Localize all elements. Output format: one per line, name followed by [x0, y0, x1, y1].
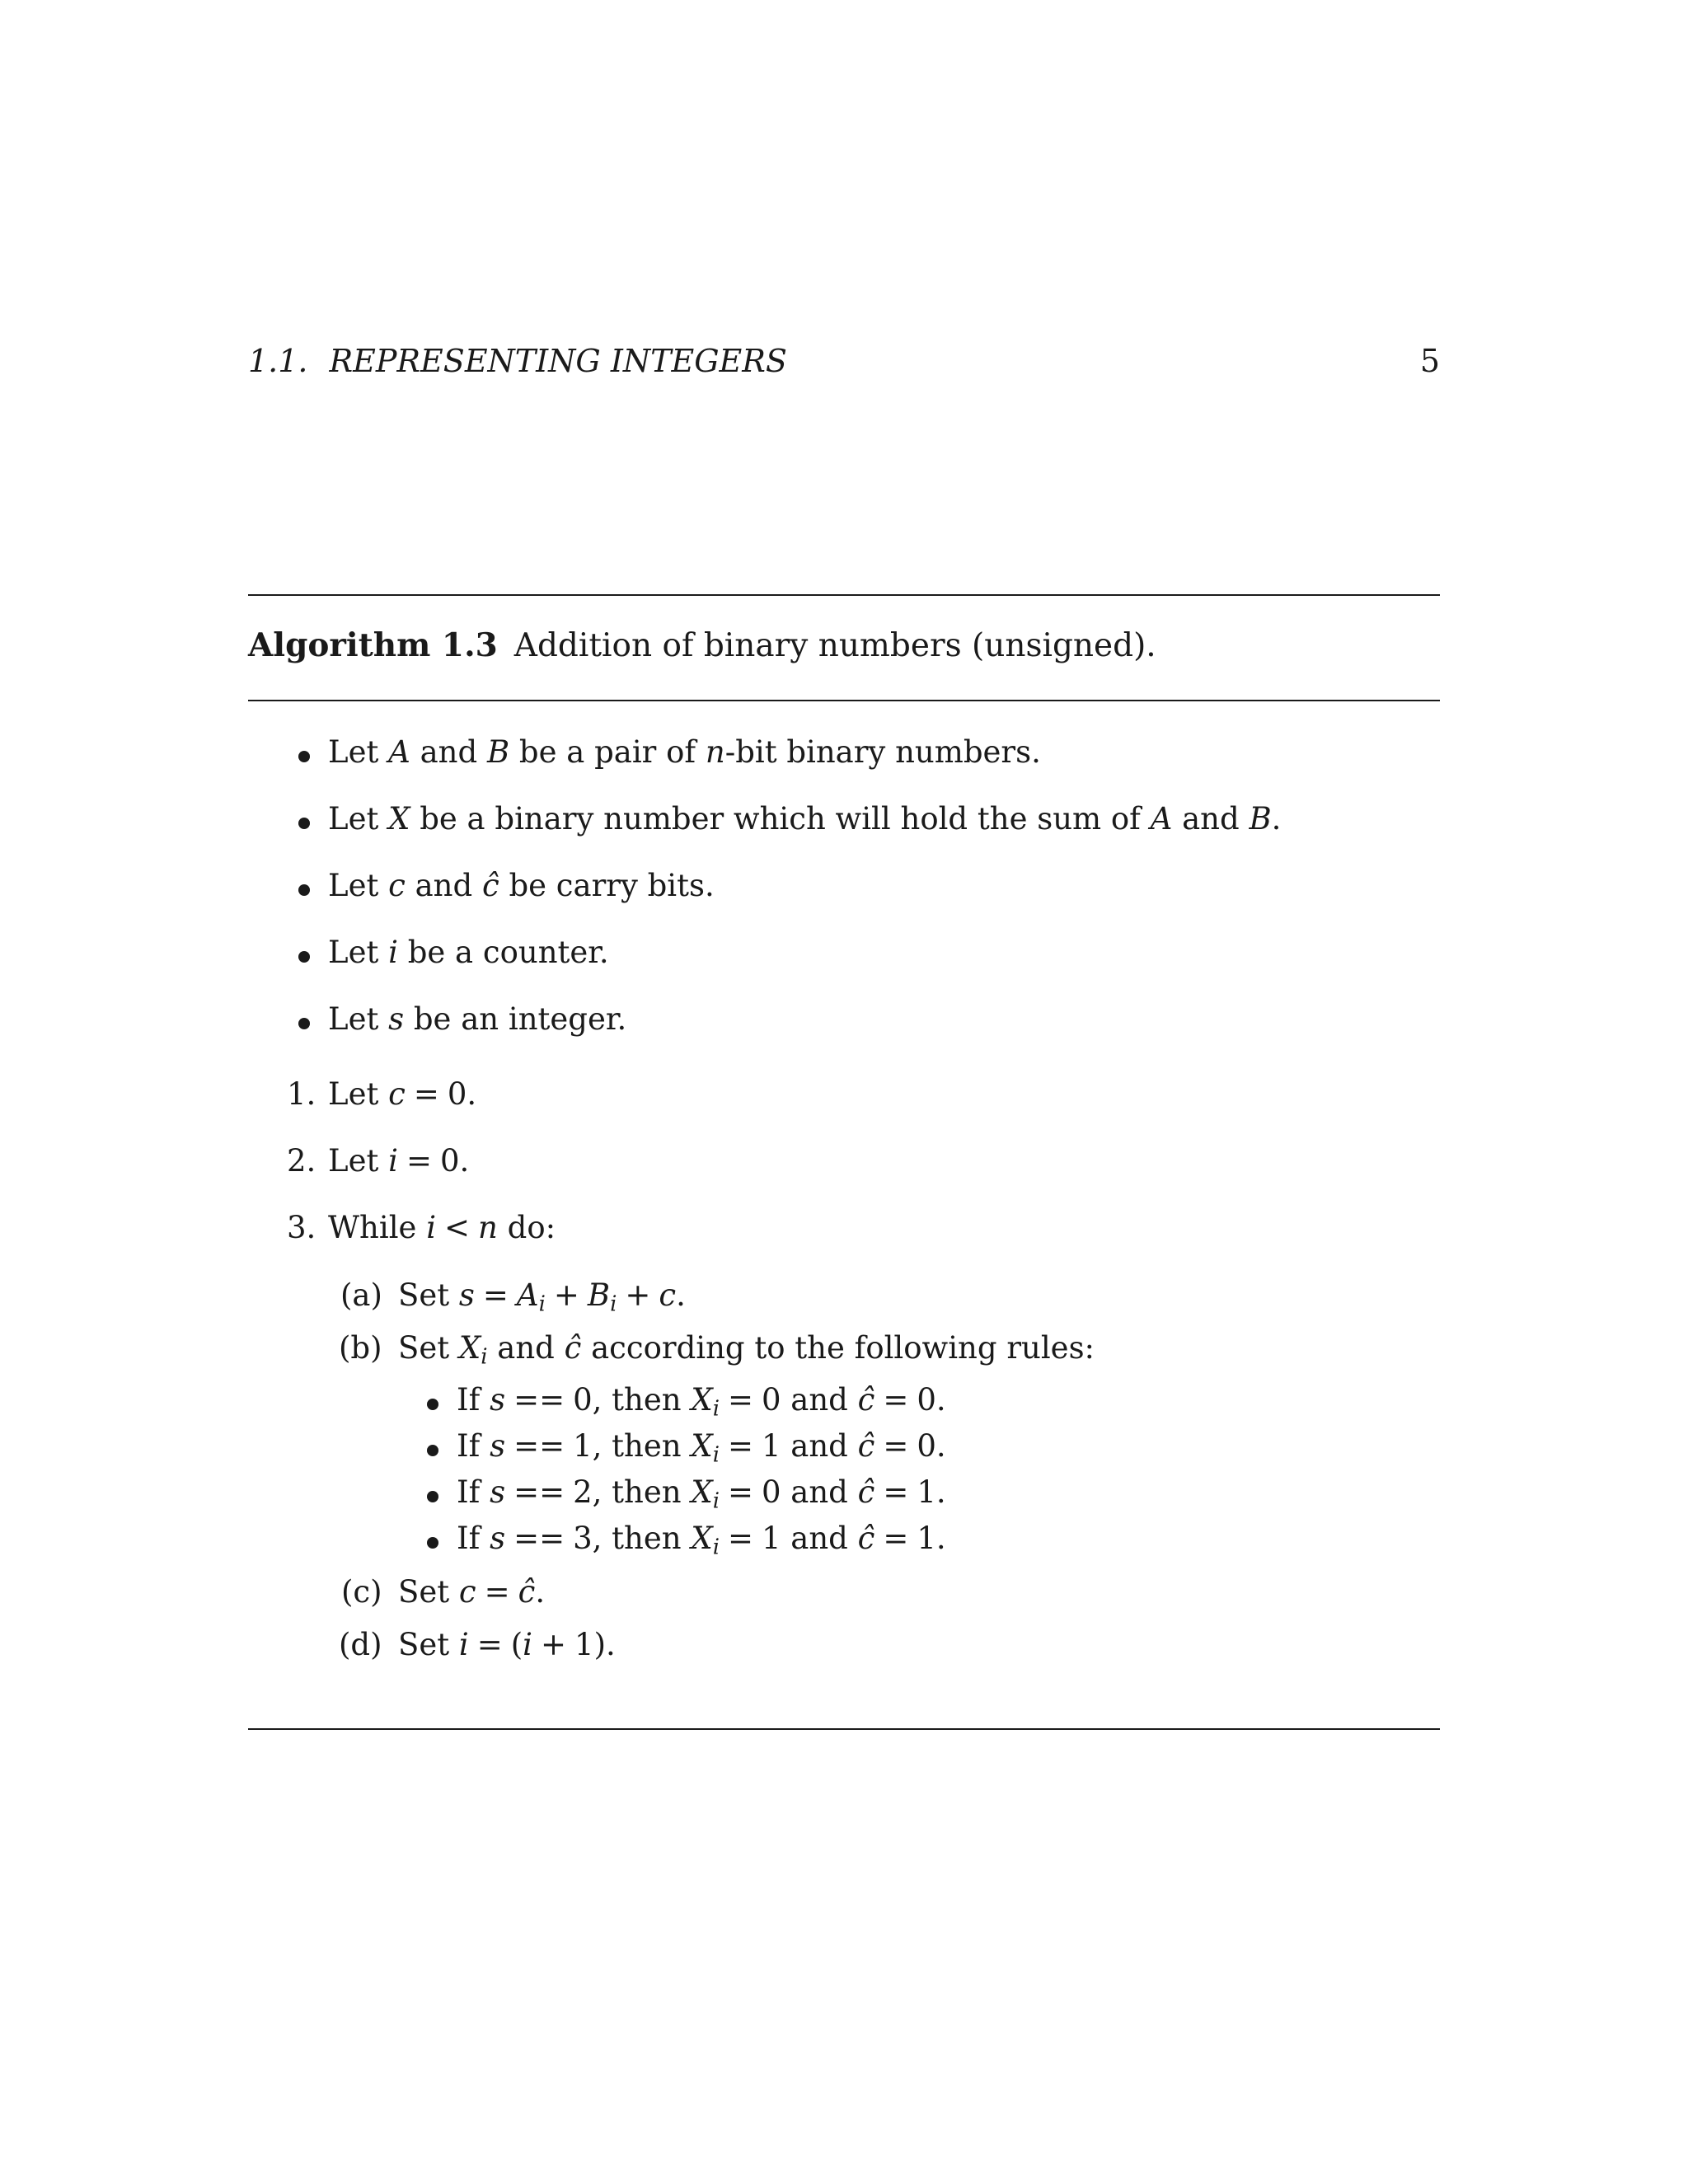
bullet-icon [427, 1491, 438, 1502]
algorithm-top-rule [248, 594, 1440, 596]
step-3: While i < n do: [328, 1210, 556, 1245]
bullet-icon [298, 1018, 310, 1029]
setup-item: Let A and B be a pair of n-bit binary numbers. [328, 734, 1041, 770]
section-title: REPRESENTING INTEGERS [329, 343, 787, 379]
bullet-icon [298, 751, 310, 762]
step-number: 3. [287, 1210, 316, 1245]
rule-item: If s == 3, then $X_i = 1$ and ĉ = 1. [457, 1521, 946, 1560]
substep-label: (b) [339, 1330, 382, 1366]
setup-item: Let c and ĉ be carry bits. [328, 868, 715, 903]
substep-b: Set $X_i$ and ĉ according to the following rules: [398, 1330, 1095, 1370]
algorithm-caption: Addition of binary numbers (unsigned). [513, 627, 1156, 664]
step-number: 1. [287, 1076, 316, 1112]
step-1: Let c = 0. [328, 1076, 477, 1112]
substep-label: (a) [340, 1277, 382, 1313]
substep-d: Set i = (i + 1). [398, 1627, 616, 1662]
step-number: 2. [287, 1143, 316, 1179]
section-number: 1.1. [248, 343, 308, 379]
bullet-icon [427, 1537, 438, 1549]
bullet-icon [427, 1445, 438, 1456]
algorithm-header-rule [248, 700, 1440, 701]
rule-item: If s == 2, then $X_i = 0$ and ĉ = 1. [457, 1474, 946, 1514]
setup-item: Let s be an integer. [328, 1001, 627, 1037]
algorithm-title [248, 626, 1156, 664]
setup-item: Let i be a counter. [328, 935, 609, 970]
substep-label: (d) [339, 1627, 382, 1662]
bullet-icon [298, 951, 310, 963]
bullet-icon [298, 818, 310, 829]
algorithm-bottom-rule [248, 1728, 1440, 1730]
substep-c: Set c = ĉ. [398, 1574, 546, 1610]
algorithm-label: Algorithm 1.3 [248, 626, 498, 664]
bullet-icon [298, 884, 310, 896]
substep-label: (c) [341, 1574, 382, 1610]
bullet-icon [427, 1399, 438, 1410]
page-number: 5 [1419, 343, 1440, 379]
substep-a: Set $s = A_i + B_i + c$. [398, 1277, 686, 1317]
step-2: Let i = 0. [328, 1143, 470, 1179]
running-header [248, 343, 787, 379]
rule-item: If s == 1, then $X_i = 1$ and ĉ = 0. [457, 1428, 946, 1468]
rule-item: If s == 0, then $X_i = 0$ and ĉ = 0. [457, 1382, 946, 1422]
setup-item: Let X be a binary number which will hold the sum of A and B. [328, 801, 1282, 837]
